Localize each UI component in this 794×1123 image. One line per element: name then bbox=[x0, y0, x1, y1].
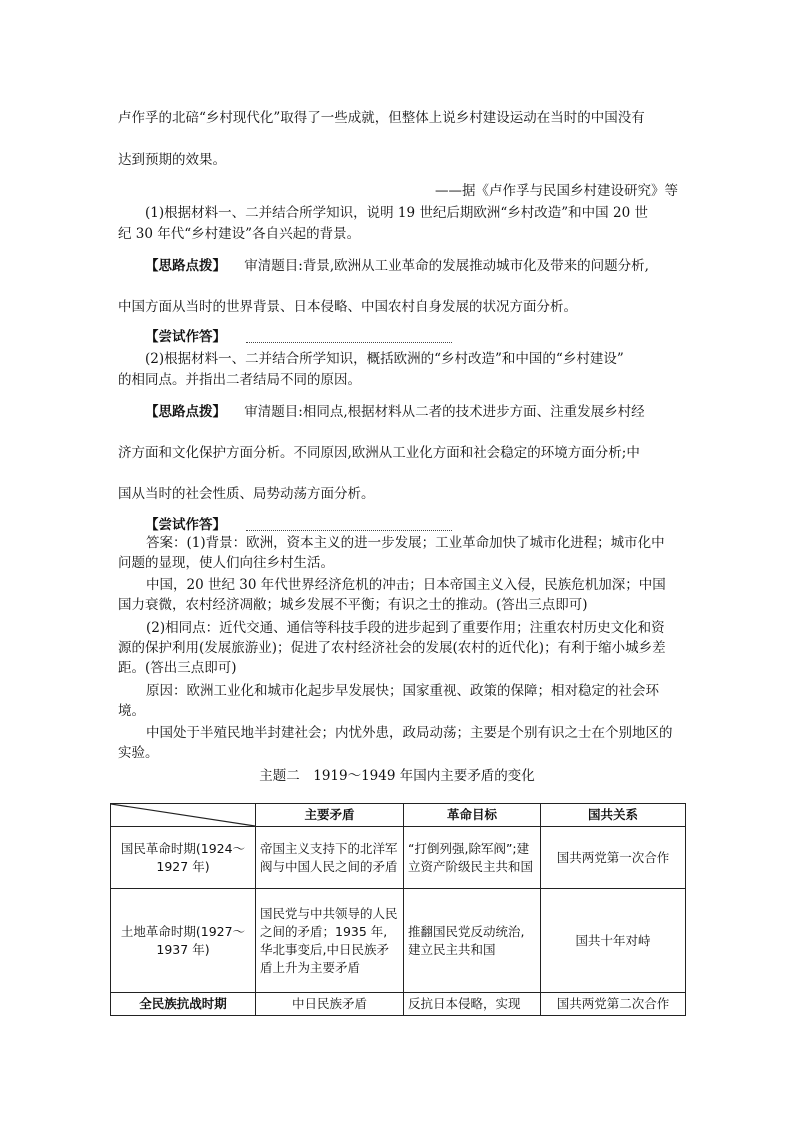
column-header: 主要矛盾 bbox=[256, 804, 404, 827]
table-row bbox=[111, 993, 686, 1016]
answer-paragraph: 中国，20 世纪 30 年代世界经济危机的冲击；日本帝国主义入侵，民族危机加深；中国国力衰微，农村经济凋敝；城乡发展不平衡；有识之士的推动。(答出三点即可) bbox=[118, 577, 666, 613]
hint-2-cont: 国从当时的社会性质、局势动荡方面分析。 bbox=[118, 486, 375, 502]
try-answer-2 bbox=[145, 515, 452, 535]
answer-paragraph: (2)相同点：近代交通、通信等科技手段的进步起到了重要作用；注重农村历史文化和资源的保护利用(发展旅游业)；促进了农村经济社会的发展(农村的近代化)；有利于缩小城乡差距。(答出三点即可) bbox=[118, 620, 666, 676]
hint-label: 【思路点拨】 bbox=[145, 404, 226, 420]
question-2: (2)根据材料一、二并结合所学知识，概括欧洲的“乡村改造”和中国的“乡村建设” bbox=[145, 351, 624, 367]
diagonal-header-cell bbox=[111, 804, 256, 827]
answer-blank-line[interactable] bbox=[246, 520, 452, 531]
question-1-cont: 纪 30 年代“乡村建设”各自兴起的背景。 bbox=[118, 226, 361, 242]
answer-paragraph: 中国处于半殖民地半封建社会；内忧外患，政局动荡；主要是个别有识之士在个别地区的实验。 bbox=[118, 725, 673, 761]
goal-cell: 反抗日本侵略，实现 bbox=[404, 993, 541, 1016]
hint-text: 审清题目:背景,欧洲从工业革命的发展推动城市化及带来的问题分析, bbox=[244, 258, 649, 274]
text-line: 达到预期的效果。 bbox=[118, 152, 226, 168]
hint-text: 审清题目:相同点,根据材料从二者的技术进步方面、注重发展乡村经 bbox=[244, 404, 645, 420]
period-cell: 全民族抗战时期 bbox=[111, 993, 256, 1016]
conflict-cell: 中日民族矛盾 bbox=[256, 993, 404, 1016]
relation-cell: 国共两党第一次合作 bbox=[541, 827, 686, 889]
relation-cell: 国共十年对峙 bbox=[541, 889, 686, 993]
hint-2-cont: 济方面和文化保护方面分析。不同原因,欧洲从工业化方面和社会稳定的环境方面分析;中 bbox=[118, 445, 640, 461]
relation-cell: 国共两党第二次合作 bbox=[541, 993, 686, 1016]
try-answer-1 bbox=[145, 327, 452, 347]
column-header: 革命目标 bbox=[404, 804, 541, 827]
hint-2 bbox=[145, 402, 645, 422]
hint-label: 【思路点拨】 bbox=[145, 258, 226, 274]
try-label: 【尝试作答】 bbox=[145, 329, 226, 345]
conflict-table bbox=[110, 803, 686, 1016]
answer-blank-line[interactable] bbox=[246, 332, 452, 343]
period-cell: 国民革命时期(1924～1927 年) bbox=[111, 827, 256, 889]
section-title: 主题二 1919～1949 年国内主要矛盾的变化 bbox=[259, 768, 535, 784]
answer-paragraph: 答案：(1)背景：欧洲，资本主义的进一步发展；工业革命加快了城市化进程；城市化中问题的显现，使人们向往乡村生活。 bbox=[118, 535, 665, 571]
conflict-cell: 帝国主义支持下的北洋军阀与中国人民之间的矛盾 bbox=[256, 827, 404, 889]
question-2-cont: 的相同点。并指出二者结局不同的原因。 bbox=[118, 372, 361, 388]
conflict-cell: 国民党与中共领导的人民之间的矛盾；1935 年,华北事变后,中日民族矛盾上升为主要矛盾 bbox=[256, 889, 404, 993]
table-row bbox=[111, 827, 686, 889]
column-header: 国共关系 bbox=[541, 804, 686, 827]
period-cell: 土地革命时期(1927～1937 年) bbox=[111, 889, 256, 993]
table-row bbox=[111, 889, 686, 993]
answer-paragraph: 原因：欧洲工业化和城市化起步早发展快；国家重视、政策的保障；相对稳定的社会环境。 bbox=[118, 683, 659, 719]
hint-1 bbox=[145, 256, 649, 276]
table-header-row bbox=[111, 804, 686, 827]
question-1: (1)根据材料一、二并结合所学知识，说明 19 世纪后期欧洲“乡村改造”和中国 20 世 bbox=[145, 205, 648, 221]
goal-cell: 推翻国民党反动统治,建立民主共和国 bbox=[404, 889, 541, 993]
source-citation: ——据《卢作孚与民国乡村建设研究》等 bbox=[435, 183, 678, 199]
goal-cell: “打倒列强,除军阀”;建立资产阶级民主共和国 bbox=[404, 827, 541, 889]
text-line: 卢作孚的北碚“乡村现代化”取得了一些成就，但整体上说乡村建设运动在当时的中国没有 bbox=[118, 110, 645, 126]
hint-1-cont: 中国方面从当时的世界背景、日本侵略、中国农村自身发展的状况方面分析。 bbox=[118, 299, 577, 315]
try-label: 【尝试作答】 bbox=[145, 517, 226, 533]
